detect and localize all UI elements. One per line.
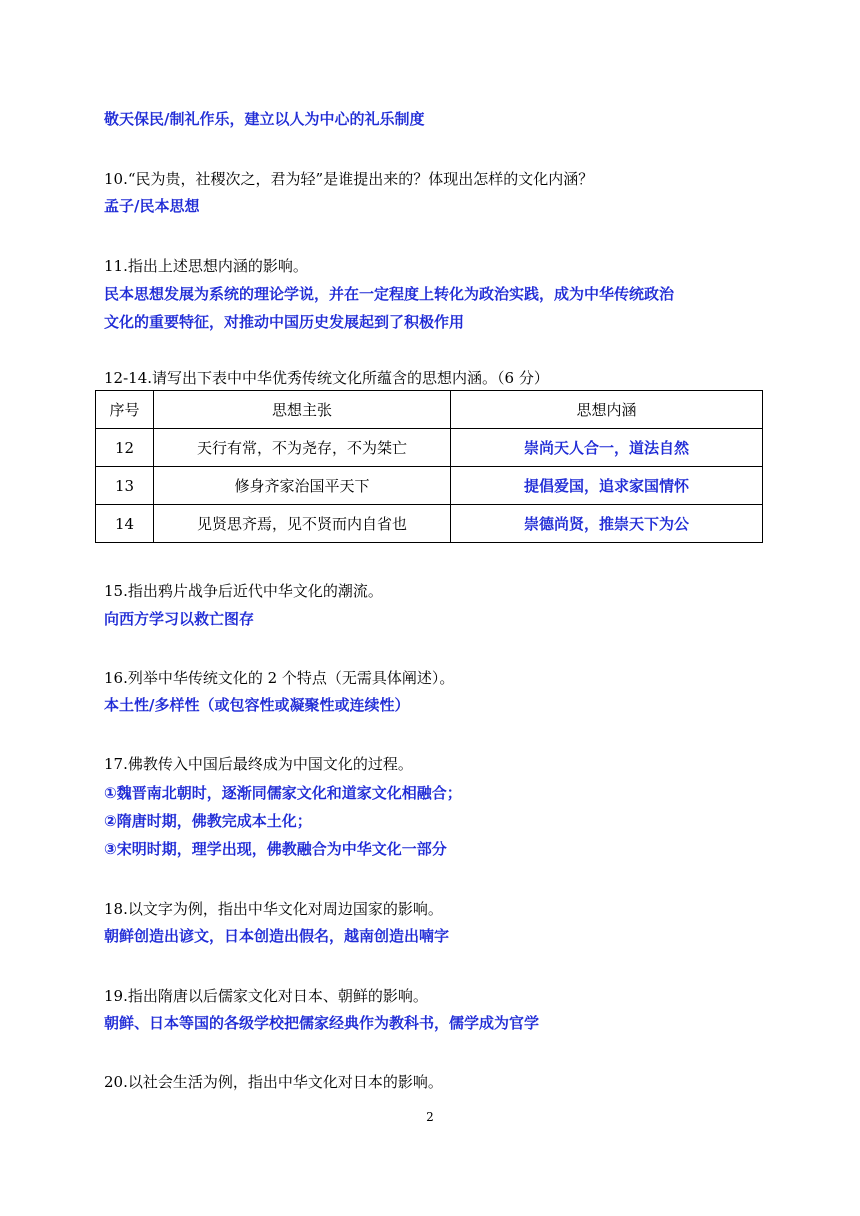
answer-19: 朝鲜、日本等国的各级学校把儒家经典作为教科书，儒学成为官学: [104, 1014, 540, 1032]
answer-15: 向西方学习以救亡图存: [104, 610, 255, 628]
question-12-14: 12-14.请写出下表中中华优秀传统文化所蕴含的思想内涵。（6 分）: [104, 369, 549, 387]
answer-16: 本土性/多样性（或包容性或凝聚性或连续性）: [104, 696, 410, 714]
answer-11-line-1: 民本思想发展为系统的理论学说，并在一定程度上转化为政治实践，成为中华传统政治: [104, 285, 675, 303]
question-15: 15.指出鸦片战争后近代中华文化的潮流。: [104, 582, 383, 600]
row-num: 13: [96, 467, 154, 505]
table-row: [96, 467, 763, 505]
row-num: 12: [96, 429, 154, 467]
answer-text: 敬天保民/制礼作乐，建立以人为中心的礼乐制度: [104, 110, 425, 128]
row-meaning: 崇尚天人合一，道法自然: [451, 429, 763, 467]
row-num: 14: [96, 505, 154, 543]
answer-17-line-3: ③宋明时期，理学出现，佛教融合为中华文化一部分: [104, 840, 447, 858]
thought-table: [95, 390, 763, 543]
question-17: 17.佛教传入中国后最终成为中国文化的过程。: [104, 755, 413, 773]
question-19: 19.指出隋唐以后儒家文化对日本、朝鲜的影响。: [104, 987, 428, 1005]
row-claim: 修身齐家治国平天下: [154, 467, 451, 505]
answer-17-line-2: ②隋唐时期，佛教完成本土化；: [104, 812, 312, 830]
row-claim: 见贤思齐焉，见不贤而内自省也: [154, 505, 451, 543]
table-row: [96, 429, 763, 467]
header-num: 序号: [96, 391, 154, 429]
row-claim: 天行有常，不为尧存，不为桀亡: [154, 429, 451, 467]
question-10: 10.“民为贵，社稷次之，君为轻”是谁提出来的？体现出怎样的文化内涵？: [104, 170, 594, 188]
table-row: [96, 505, 763, 543]
question-18: 18.以文字为例，指出中华文化对周边国家的影响。: [104, 900, 443, 918]
question-20: 20.以社会生活为例，指出中华文化对日本的影响。: [104, 1073, 443, 1091]
row-meaning: 崇德尚贤，推崇天下为公: [451, 505, 763, 543]
header-claim: 思想主张: [154, 391, 451, 429]
page-number: 2: [426, 1110, 434, 1124]
answer-18: 朝鲜创造出谚文，日本创造出假名，越南创造出喃字: [104, 927, 450, 945]
table-header-row: [96, 391, 763, 429]
answer-11-line-2: 文化的重要特征，对推动中国历史发展起到了积极作用: [104, 313, 465, 331]
row-meaning: 提倡爱国，追求家国情怀: [451, 467, 763, 505]
question-16: 16.列举中华传统文化的 2 个特点（无需具体阐述）。: [104, 669, 455, 687]
answer-17-line-1: ①魏晋南北朝时，逐渐同儒家文化和道家文化相融合；: [104, 784, 462, 802]
answer-10: 孟子/民本思想: [104, 197, 200, 215]
header-meaning: 思想内涵: [451, 391, 763, 429]
question-11: 11.指出上述思想内涵的影响。: [104, 257, 308, 275]
